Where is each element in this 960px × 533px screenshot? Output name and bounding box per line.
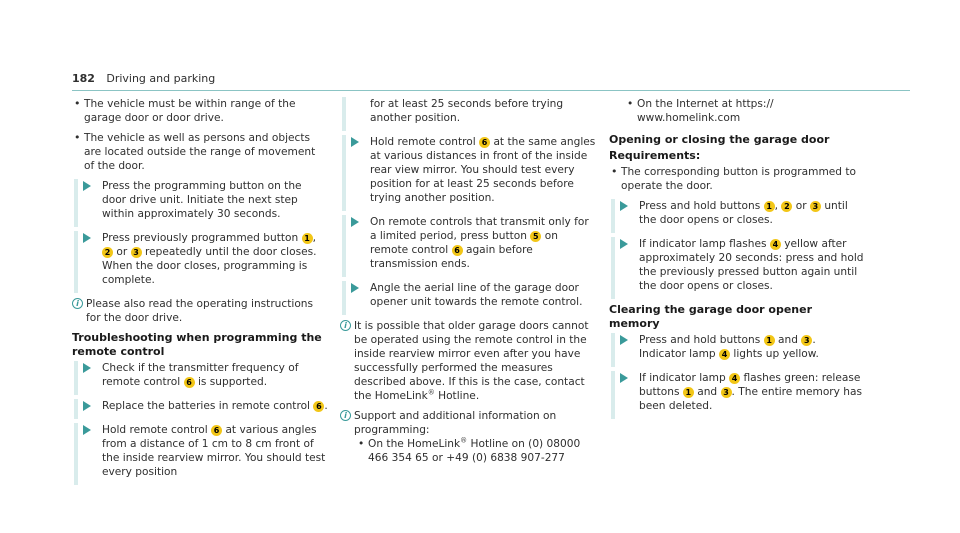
step-text: until the door opens or closes. <box>639 200 848 226</box>
instruction-step-continued <box>342 97 596 131</box>
step-arrow-icon <box>620 335 628 345</box>
button-3-badge: 3 <box>131 247 142 258</box>
info-icon: i <box>72 298 83 309</box>
info-note <box>340 319 596 403</box>
button-2-badge: 2 <box>102 247 113 258</box>
column-2 <box>340 97 596 471</box>
instruction-step <box>342 281 596 315</box>
button-1-badge: 1 <box>764 335 775 346</box>
remote-control-6-badge: 6 <box>313 401 324 412</box>
instruction-step <box>74 361 328 395</box>
step-arrow-icon <box>351 137 359 147</box>
step-arrow-icon <box>620 201 628 211</box>
list-item-text: On the HomeLink <box>368 438 461 450</box>
indicator-lamp-4-badge: 4 <box>729 373 740 384</box>
page-header <box>72 72 910 91</box>
note-text: Support and additional information on programming: <box>354 410 557 436</box>
button-3-badge: 3 <box>801 335 812 346</box>
step-text: . The entire memory has been deleted. <box>639 386 863 412</box>
registered-mark: ® <box>427 388 435 397</box>
button-3-badge: 3 <box>810 201 821 212</box>
instruction-step <box>611 333 865 367</box>
list-item: • On the Internet at https:// www.homelink.com <box>627 97 865 125</box>
section-heading: Clearing the garage door opener memory <box>609 303 812 330</box>
list-item: • The corresponding button is programmed to operate the door. <box>609 165 865 193</box>
step-text: . Indicator lamp <box>639 334 816 360</box>
list-item: • The vehicle must be within range of the garage door or door drive. <box>72 97 328 125</box>
section-heading: Opening or closing the garage door <box>609 133 830 146</box>
instruction-step <box>342 135 596 211</box>
info-note <box>72 297 328 325</box>
step-text: and <box>778 334 798 346</box>
instruction-step <box>342 215 596 277</box>
info-icon: i <box>340 320 351 331</box>
step-text: Angle the aerial line of the garage door opener unit towards the remote control. <box>370 282 583 308</box>
step-arrow-icon <box>83 363 91 373</box>
registered-mark: ® <box>460 436 468 445</box>
instruction-step <box>611 371 865 419</box>
instruction-step <box>74 231 328 293</box>
button-1-badge: 1 <box>683 387 694 398</box>
button-1-badge: 1 <box>302 233 313 244</box>
instruction-step <box>611 199 865 233</box>
section-heading: Troubleshooting when programming the remote control <box>72 331 322 358</box>
step-text: yellow after approximately 20 seconds: press and hold the previously pressed button again until the door opens or closes. <box>639 238 864 292</box>
step-text: again before transmission ends. <box>370 244 533 270</box>
step-text: repeatedly until the door closes. When the door closes, programming is complete. <box>102 246 317 286</box>
remote-control-6-badge: 6 <box>479 137 490 148</box>
requirements-label: Requirements: <box>609 149 701 162</box>
column-3 <box>609 97 865 423</box>
instruction-step <box>611 237 865 299</box>
step-text: flashes green: release buttons <box>639 372 861 398</box>
step-text: Check if the transmitter frequency of remote control <box>102 362 299 388</box>
info-note <box>340 409 596 465</box>
step-text: and <box>697 386 718 398</box>
list-item <box>358 437 596 465</box>
page-number: 182 <box>72 72 95 85</box>
step-arrow-icon <box>351 283 359 293</box>
step-arrow-icon <box>83 181 91 191</box>
step-arrow-icon <box>83 233 91 243</box>
step-arrow-icon <box>83 401 91 411</box>
step-text: or <box>795 200 807 212</box>
step-text: , <box>774 200 778 212</box>
instruction-step <box>74 399 328 419</box>
step-text: , <box>312 232 316 244</box>
step-text: at various angles from a distance of 1 cm to 8 cm front of the inside rearview mirror. You should test every position <box>102 424 326 478</box>
instruction-step <box>74 179 328 227</box>
step-text: lights up yellow. <box>733 348 819 360</box>
remote-control-6-badge: 6 <box>211 425 222 436</box>
button-3-badge: 3 <box>721 387 732 398</box>
step-text: Replace the batteries in remote control <box>102 400 310 412</box>
button-2-badge: 2 <box>781 201 792 212</box>
step-text: Press previously programmed button <box>102 232 299 244</box>
step-text: is supported. <box>197 376 268 388</box>
list-item: • The vehicle as well as persons and objects are located outside the range of movement of the door. <box>72 131 328 173</box>
step-text: If indicator lamp <box>639 372 726 384</box>
step-arrow-icon <box>351 217 359 227</box>
step-text: Press and hold buttons <box>639 200 761 212</box>
list-item-text: Hotline on (0) 08000 466 354 65 or +49 (0) 6838 907-277 <box>368 438 581 464</box>
button-5-badge: 5 <box>530 231 541 242</box>
note-text: It is possible that older garage doors cannot be operated using the remote control in the inside rearview mirror even after you have successfully performed the measures described above. If this is the case, contact the HomeLink <box>354 320 589 402</box>
step-text: Hold remote control <box>370 136 476 148</box>
step-text: Press the programming button on the door drive unit. Initiate the next step within approximately 30 seconds. <box>102 180 302 220</box>
step-arrow-icon <box>620 373 628 383</box>
step-text: for at least 25 seconds before trying another position. <box>370 98 564 124</box>
step-text: or <box>116 246 128 258</box>
step-text: . <box>324 400 328 412</box>
step-text: On remote controls that transmit only for a limited period, press button <box>370 216 589 242</box>
button-1-badge: 1 <box>764 201 775 212</box>
remote-control-6-badge: 6 <box>452 245 463 256</box>
info-icon: i <box>340 410 351 421</box>
remote-control-6-badge: 6 <box>184 377 195 388</box>
step-text: on remote control <box>370 230 558 256</box>
note-text: Please also read the operating instructions for the door drive. <box>86 298 314 324</box>
indicator-lamp-4-badge: 4 <box>719 349 730 360</box>
step-arrow-icon <box>83 425 91 435</box>
step-arrow-icon <box>620 239 628 249</box>
step-text: If indicator lamp flashes <box>639 238 767 250</box>
indicator-lamp-4-badge: 4 <box>770 239 781 250</box>
step-text: at the same angles at various distances in front of the inside rear view mirror. You should test every position for at least 25 seconds before trying another position. <box>370 136 596 204</box>
note-text: Hotline. <box>438 390 480 402</box>
section-title: Driving and parking <box>106 72 216 85</box>
step-text: Hold remote control <box>102 424 208 436</box>
instruction-step <box>74 423 328 485</box>
step-text: Press and hold buttons <box>639 334 761 346</box>
column-1 <box>72 97 328 489</box>
